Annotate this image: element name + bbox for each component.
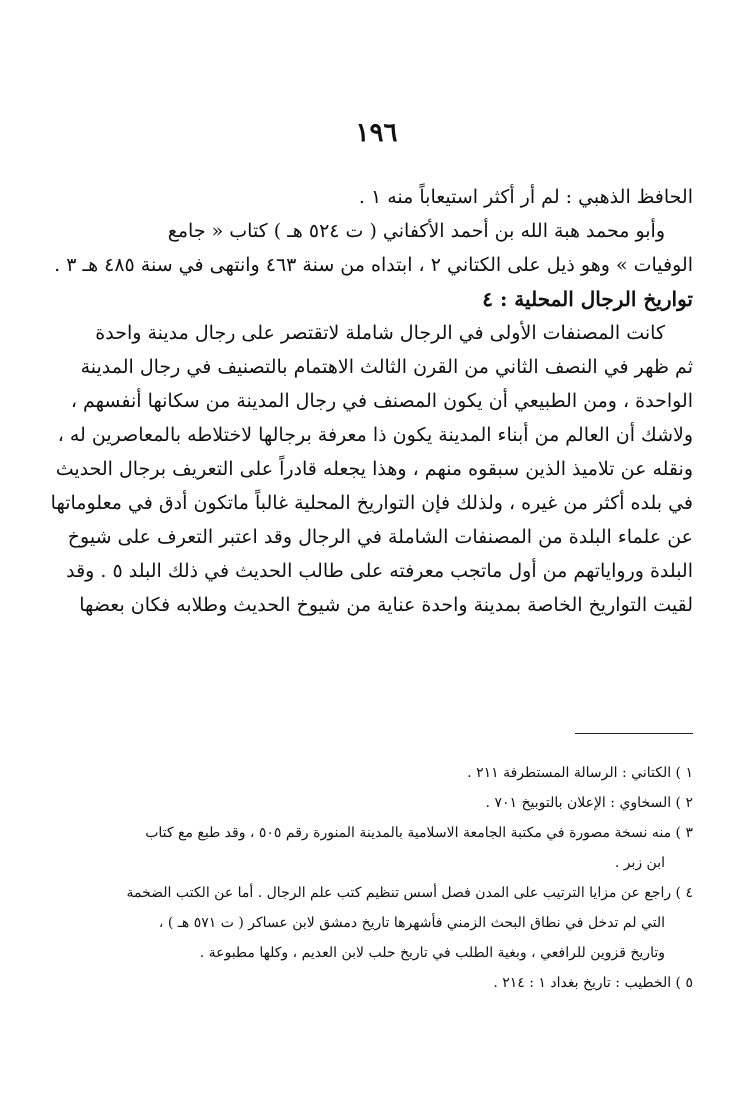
footnote-divider — [575, 733, 693, 734]
text-line: الواحدة ، ومن الطبيعي أن يكون المصنف في رجال المدينة من سكانها أنفسهم ، — [70, 390, 693, 412]
text-line: في بلده أكثر من غيره ، ولذلك فإن التواريخ المحلية غالباً ماتكون أدق في معلوماتها — [50, 492, 693, 514]
page-number: ١٩٦ — [355, 118, 398, 148]
footnote-line: ١ ) الكتاني : الرسالة المستطرفة ٢١١ . — [467, 765, 693, 781]
text-line: ثم ظهر في النصف الثاني من القرن الثالث الاهتمام بالتصنيف في رجال المدينة — [80, 356, 693, 378]
text-line: البلدة ورواياتهم من أول ماتجب معرفته على طالب الحديث في ذلك البلد ٥ . وقد — [66, 560, 693, 582]
main-text — [50, 180, 693, 622]
text-line: ونقله عن تلاميذ الذين سبقوه منهم ، وهذا يجعله قادراً على التعريف برجال الحديث — [55, 458, 693, 480]
footnote-line: التي لم تدخل في نطاق البحث الزمني فأشهرها تاريخ دمشق لابن عساكر ( ت ٥٧١ هـ ) ، — [158, 915, 665, 931]
footnote-line: ٥ ) الخطيب : تاريخ بغداد ١ : ٢١٤ . — [493, 975, 693, 991]
text-line: ولاشك أن العالم من أبناء المدينة يكون ذا معرفة برجالها لاختلاطه بالمعاصرين له ، — [57, 424, 693, 446]
footnotes — [57, 758, 693, 998]
footnote-line: ٢ ) السخاوي : الإعلان بالتوبيخ ٧٠١ . — [485, 795, 693, 811]
text-line: الحافظ الذهبي : لم أر أكثر استيعاباً منه ١ . — [358, 186, 693, 208]
footnote-line: ابن زبر . — [614, 855, 665, 871]
text-line: كانت المصنفات الأولى في الرجال شاملة لاتقتصر على رجال مدينة واحدة — [95, 322, 665, 344]
text-line: وأبو محمد هبة الله بن أحمد الأكفاني ( ت ٥٢٤ هـ ) كتاب « جامع — [167, 220, 665, 242]
footnote-line: وتاريخ قزوين للرافعي ، وبغية الطلب في تاريخ حلب لابن العديم ، وكلها مطبوعة . — [199, 945, 665, 961]
footnote-line: ٤ ) راجع عن مزايا الترتيب على المدن فصل أسس تنظيم كتب علم الرجال . أما عن الكتب الضخمة — [126, 885, 693, 901]
text-line: الوفيات » وهو ذيل على الكتاني ٢ ، ابتداه من سنة ٤٦٣ وانتهى في سنة ٤٨٥ هـ ٣ . — [54, 254, 693, 276]
footnote-line: ٣ ) منه نسخة مصورة في مكتبة الجامعة الاسلامية بالمدينة المنورة رقم ٥٠٥ ، وقد طبع مع كتاب — [145, 825, 693, 841]
text-line: لقيت التواريخ الخاصة بمدينة واحدة عناية من شيوخ الحديث وطلابه فكان بعضها — [79, 594, 693, 616]
text-line: عن علماء البلدة من المصنفات الشاملة في الرجال وقد اعتبر التعرف على شيوخ — [67, 526, 693, 548]
section-heading: تواريخ الرجال المحلية : ٤ — [482, 287, 693, 311]
